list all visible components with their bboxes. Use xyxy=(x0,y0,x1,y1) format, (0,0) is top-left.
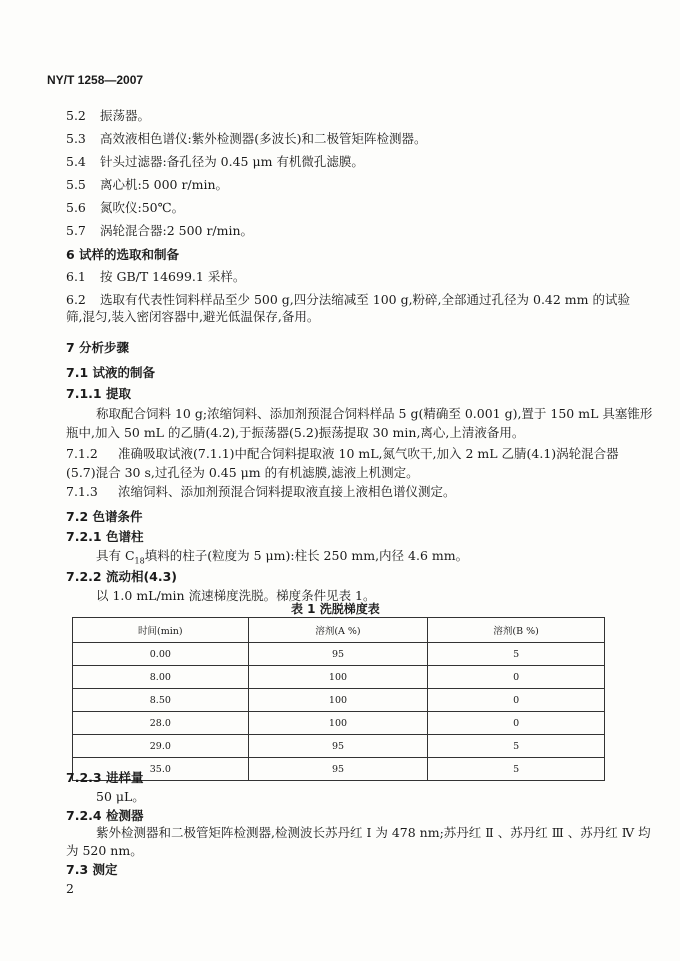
paragraph-text: 选取有代表性饲料样品至少 500 g,四分法缩减至 100 g,粉碎,全部通过孔径为 0.42 mm 的试验 xyxy=(99,292,630,307)
section-heading: 6 试样的选取和制备 xyxy=(66,247,180,262)
table-caption: 表 1 洗脱梯度表 xyxy=(291,602,380,616)
table-cell: 0.00 xyxy=(73,643,249,666)
table-row xyxy=(73,689,605,712)
paragraph xyxy=(66,291,630,309)
section-heading: 7 分析步骤 xyxy=(66,340,130,355)
item-text: 振荡器。 xyxy=(99,108,150,123)
table-row xyxy=(73,666,605,689)
column-header: 溶剂(B %) xyxy=(428,618,605,643)
list-item xyxy=(66,199,184,217)
subsection-heading: 7.2.1 色谱柱 xyxy=(66,529,144,544)
paragraph-text: 按 GB/T 14699.1 采样。 xyxy=(99,269,246,284)
table-header-row xyxy=(73,618,605,643)
list-item xyxy=(66,130,426,148)
item-number: 6.1 xyxy=(66,269,86,284)
item-number: 5.3 xyxy=(66,131,86,146)
table-cell: 95 xyxy=(248,735,428,758)
table-cell: 28.0 xyxy=(73,712,249,735)
item-number: 5.7 xyxy=(66,223,86,238)
subsection-heading: 7.2.2 流动相(4.3) xyxy=(66,569,178,584)
page-number: 2 xyxy=(66,881,74,896)
text-span: 具有 C xyxy=(96,548,135,563)
list-item xyxy=(66,107,150,125)
paragraph: 以 1.0 mL/min 流速梯度洗脱。梯度条件见表 1。 xyxy=(96,588,376,603)
paragraph-continuation: 为 520 nm。 xyxy=(66,843,143,858)
table-row xyxy=(73,758,605,781)
table-cell: 95 xyxy=(248,643,428,666)
table-row xyxy=(73,643,605,666)
list-item xyxy=(66,176,228,194)
table-cell: 0 xyxy=(428,666,605,689)
paragraph-continuation: 筛,混匀,装入密闭容器中,避光低温保存,备用。 xyxy=(66,309,320,324)
table-cell: 100 xyxy=(248,712,428,735)
list-item xyxy=(66,222,253,240)
paragraph: 称取配合饲料 10 g;浓缩饲料、添加剂预混合饲料样品 5 g(精确至 0.001 g),置于 150 mL 具塞锥形 xyxy=(96,406,653,421)
item-number: 5.6 xyxy=(66,200,86,215)
table-cell: 8.50 xyxy=(73,689,249,712)
subsection-heading: 7.2.3 进样量 xyxy=(66,770,144,785)
subscript: 18 xyxy=(134,556,145,566)
table-cell: 100 xyxy=(248,666,428,689)
text-span: 填料的柱子(粒度为 5 μm):柱长 250 mm,内径 4.6 mm。 xyxy=(144,548,469,563)
item-number: 5.4 xyxy=(66,154,86,169)
table-cell: 0 xyxy=(428,689,605,712)
table-cell: 5 xyxy=(428,735,605,758)
subsection-heading: 7.2 色谱条件 xyxy=(66,509,143,524)
paragraph-continuation: (5.7)混合 30 s,过孔径为 0.45 μm 的有机滤膜,滤液上机测定。 xyxy=(66,465,419,480)
subsection-heading: 7.1 试液的制备 xyxy=(66,365,155,380)
table-row xyxy=(73,712,605,735)
table-cell: 5 xyxy=(428,643,605,666)
paragraph xyxy=(66,445,619,463)
item-number: 5.2 xyxy=(66,108,86,123)
table-cell: 29.0 xyxy=(73,735,249,758)
table-row xyxy=(73,735,605,758)
column-header: 溶剂(A %) xyxy=(248,618,428,643)
item-text: 针头过滤器:备孔径为 0.45 μm 有机微孔滤膜。 xyxy=(99,154,364,169)
paragraph: 紫外检测器和二极管矩阵检测器,检测波长苏丹红 Ⅰ 为 478 nm;苏丹红 Ⅱ 、苏丹红 Ⅲ 、苏丹红 Ⅳ 均 xyxy=(96,825,651,840)
paragraph-text: 准确吸取试液(7.1.1)中配合饲料提取液 10 mL,氮气吹干,加入 2 mL 乙腈(4.1)涡轮混合器 xyxy=(117,446,619,461)
table-cell: 8.00 xyxy=(73,666,249,689)
paragraph-continuation: 瓶中,加入 50 mL 的乙腈(4.2),于振荡器(5.2)振荡提取 30 min,离心,上清液备用。 xyxy=(66,425,525,440)
table-cell: 5 xyxy=(428,758,605,781)
item-text: 高效液相色谱仪:紫外检测器(多波长)和二极管矩阵检测器。 xyxy=(99,131,427,146)
subsection-heading: 7.1.1 提取 xyxy=(66,386,131,401)
list-item xyxy=(66,153,364,171)
paragraph-text: 浓缩饲料、添加剂预混合饲料提取液直接上液相色谱仪测定。 xyxy=(117,484,456,499)
item-number: 7.1.2 xyxy=(66,446,98,461)
item-number: 7.1.3 xyxy=(66,484,98,499)
item-text: 离心机:5 000 r/min。 xyxy=(99,177,229,192)
table-cell: 0 xyxy=(428,712,605,735)
table-cell: 95 xyxy=(248,758,428,781)
paragraph xyxy=(66,268,245,286)
item-number: 5.5 xyxy=(66,177,86,192)
paragraph: 50 μL。 xyxy=(96,789,145,804)
subsection-heading: 7.3 测定 xyxy=(66,862,118,877)
paragraph xyxy=(66,483,456,501)
table-cell: 35.0 xyxy=(73,758,249,781)
item-text: 涡轮混合器:2 500 r/min。 xyxy=(99,223,254,238)
column-header: 时间(min) xyxy=(73,618,249,643)
subsection-heading: 7.2.4 检测器 xyxy=(66,808,144,823)
table-cell: 100 xyxy=(248,689,428,712)
document-code: NY/T 1258—2007 xyxy=(47,73,144,87)
item-text: 氮吹仪:50℃。 xyxy=(99,200,185,215)
gradient-table xyxy=(72,617,605,781)
item-number: 6.2 xyxy=(66,292,86,307)
